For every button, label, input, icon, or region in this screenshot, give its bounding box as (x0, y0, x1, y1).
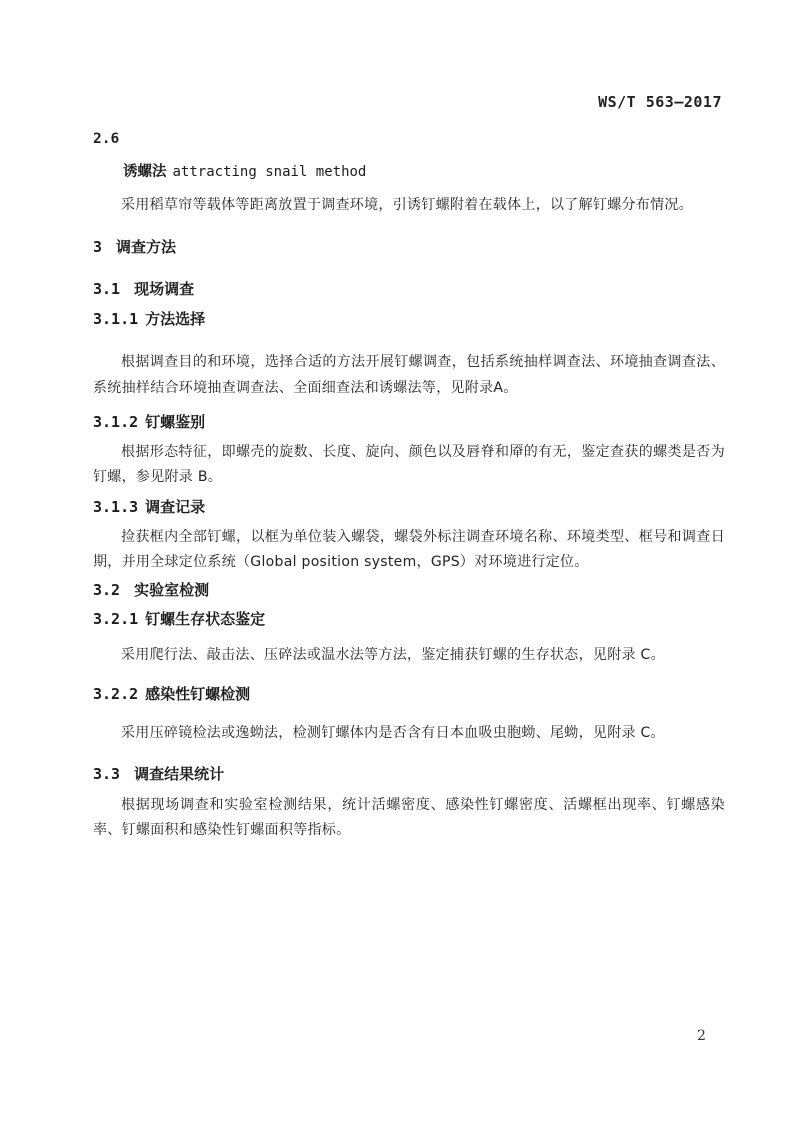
section-3-1-3-title: 调查记录 (145, 498, 206, 516)
section-3-1-2-title: 钉螺鉴别 (145, 413, 206, 431)
section-3-1-2-heading (93, 411, 205, 432)
page-number: 2 (697, 1028, 706, 1044)
section-3-2-2-title: 感染性钉螺检测 (145, 685, 251, 703)
section-3-3-heading (93, 763, 224, 784)
section-3-1-1-heading (93, 308, 205, 329)
section-3-2-1-paragraph: 采用爬行法、敲击法、压碎法或温水法等方法，鉴定捕获钉螺的生存状态，见附录 C。 (121, 647, 665, 663)
section-3-1-1-number: 3.1.1 (93, 310, 139, 328)
section-3-2-2-heading (93, 683, 250, 704)
section-3-2-heading (93, 579, 209, 600)
chapter-3-number: 3 (93, 238, 103, 256)
section-3-2-2-number: 3.2.2 (93, 685, 139, 703)
chapter-3-title: 调查方法 (116, 238, 177, 256)
section-3-1-number: 3.1 (93, 280, 121, 298)
section-3-2-title: 实验室检测 (134, 581, 210, 599)
term-definition-text: 采用稻草帘等载体等距离放置于调查环境，引诱钉螺附着在载体上，以了解钉螺分布情况。 (121, 197, 693, 213)
section-3-2-1-title: 钉螺生存状态鉴定 (145, 610, 266, 628)
section-3-3-paragraph: 根据现场调查和实验室检测结果，统计活螺密度、感染性钉螺密度、活螺框出现率、钉螺感染率、钉螺面积和感染性钉螺面积等指标。 (93, 797, 725, 838)
section-3-1-2-paragraph: 根据形态特征，即螺壳的旋数、长度、旋向、颜色以及唇脊和厣的有无，鉴定查获的螺类是否为钉螺，参见附录 B。 (93, 444, 725, 485)
term-definition-heading (123, 160, 366, 181)
section-3-2-1-heading (93, 608, 265, 629)
section-3-3-title: 调查结果统计 (134, 765, 225, 783)
section-3-1-1-paragraph: 根据调查目的和环境，选择合适的方法开展钉螺调查，包括系统抽样调查法、环境抽查调查法、系统抽样结合环境抽查调查法、全面细查法和诱螺法等，见附录A。 (93, 354, 725, 396)
section-3-2-1-number: 3.2.1 (93, 610, 139, 628)
chapter-3-heading (93, 236, 176, 257)
section-3-1-heading (93, 278, 194, 299)
clause-2-6-number: 2.6 (93, 131, 120, 147)
section-3-1-title: 现场调查 (134, 280, 195, 298)
section-3-2-2-paragraph: 采用压碎镜检法或逸蚴法，检测钉螺体内是否含有日本血吸虫胞蚴、尾蚴，见附录 C。 (121, 725, 665, 741)
term-chinese: 诱螺法 (123, 164, 167, 180)
standard-code-header: WS/T 563—2017 (598, 93, 722, 111)
section-3-1-1-title: 方法选择 (145, 310, 206, 328)
term-english: attracting snail method (172, 164, 367, 180)
section-3-1-3-heading (93, 496, 205, 517)
section-3-3-number: 3.3 (93, 765, 121, 783)
section-3-2-number: 3.2 (93, 581, 121, 599)
section-3-1-3-number: 3.1.3 (93, 498, 139, 516)
section-3-1-2-number: 3.1.2 (93, 413, 139, 431)
section-3-1-3-paragraph: 捡获框内全部钉螺，以框为单位装入螺袋，螺袋外标注调查环境名称、环境类型、框号和调查日期，并用全球定位系统（Global position system，GPS）对环境进行定位。 (93, 529, 725, 570)
